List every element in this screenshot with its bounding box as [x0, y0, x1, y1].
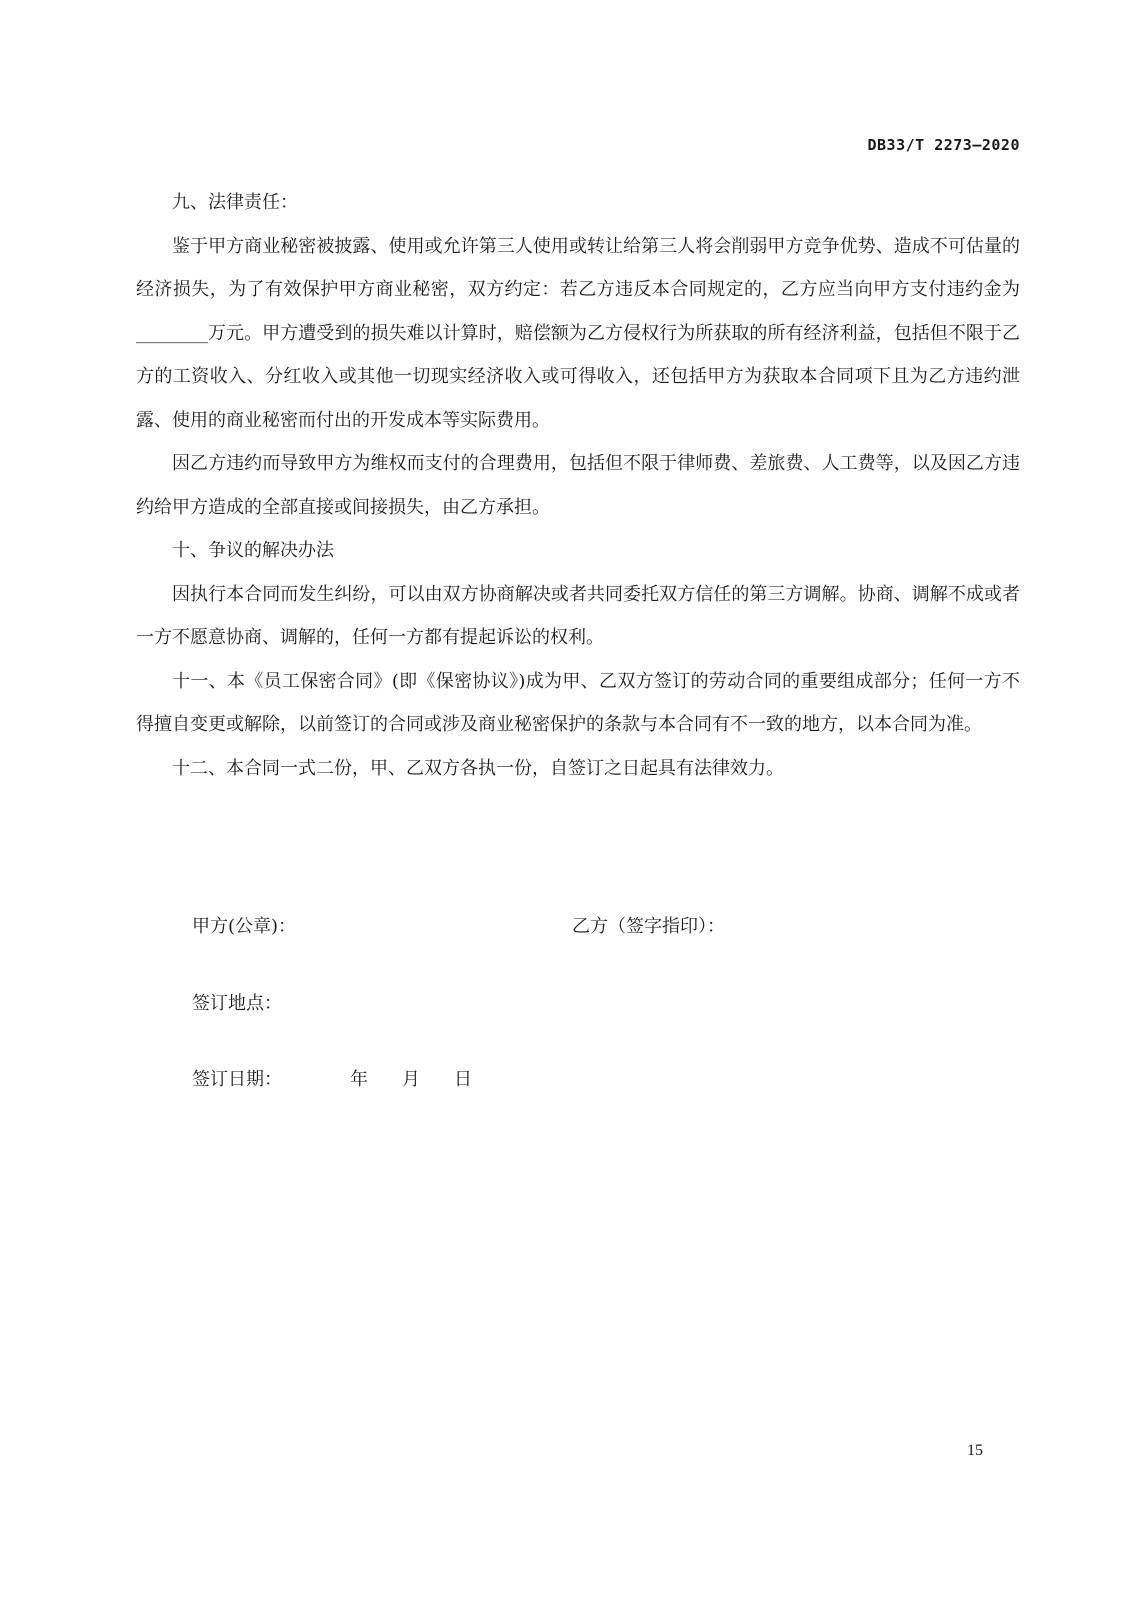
- date-year: 年: [350, 1069, 368, 1090]
- paragraph-clause-twelve: 十二、本合同一式二份，甲、乙双方各执一份，自签订之日起具有法律效力。: [172, 757, 784, 779]
- signing-place-label: 签订地点：: [192, 993, 282, 1014]
- document-code: DB33/T 2273—2020: [867, 136, 1020, 154]
- section-heading-legal-liability: 九、法律责任：: [172, 192, 298, 213]
- party-b-signature-label: 乙方（签字指印）：: [572, 916, 725, 937]
- signing-date-row: [192, 1068, 472, 1092]
- section-heading-dispute-resolution: 十、争议的解决办法: [172, 540, 334, 561]
- date-day: 日: [454, 1069, 472, 1090]
- party-a-seal-label: 甲方(公章)：: [192, 916, 297, 937]
- paragraph-clause-eleven: 十一、本《员工保密合同》(即《保密协议》)成为甲、乙双方签订的劳动合同的重要组成部分；任何一方不得擅自变更或解除，以前签订的合同或涉及商业秘密保护的条款与本合同有不一致的地方，以本合同为准。: [136, 670, 1020, 735]
- date-month: 月: [402, 1069, 420, 1090]
- paragraph-reasonable-costs: 因乙方违约而导致甲方为维权而支付的合理费用，包括但不限于律师费、差旅费、人工费等，以及因乙方违约给甲方造成的全部直接或间接损失，由乙方承担。: [136, 453, 1020, 518]
- signing-date-label: 签订日期：: [192, 1069, 282, 1090]
- paragraph-penalty: 鉴于甲方商业秘密被披露、使用或允许第三人使用或转让给第三人将会削弱甲方竞争优势、造成不可估量的经济损失，为了有效保护甲方商业秘密，双方约定：若乙方违反本合同规定的，乙方应当向甲方支付违约金为________万元。甲方遭受到的损失难以计算时，赔偿额为乙方侵权行为所获取的所有经济利益，包括但不限于乙方的工资收入、分红收入或其他一切现实经济收入或可得收入，还包括甲方为获取本合同项下且为乙方违约泄露、使用的商业秘密而付出的开发成本等实际费用。: [136, 235, 1020, 431]
- contract-body: [136, 181, 1020, 790]
- paragraph-dispute: 因执行本合同而发生纠纷，可以由双方协商解决或者共同委托双方信任的第三方调解。协商、调解不成或者一方不愿意协商、调解的，任何一方都有提起诉讼的权利。: [136, 583, 1020, 648]
- page-number: 15: [967, 1442, 983, 1459]
